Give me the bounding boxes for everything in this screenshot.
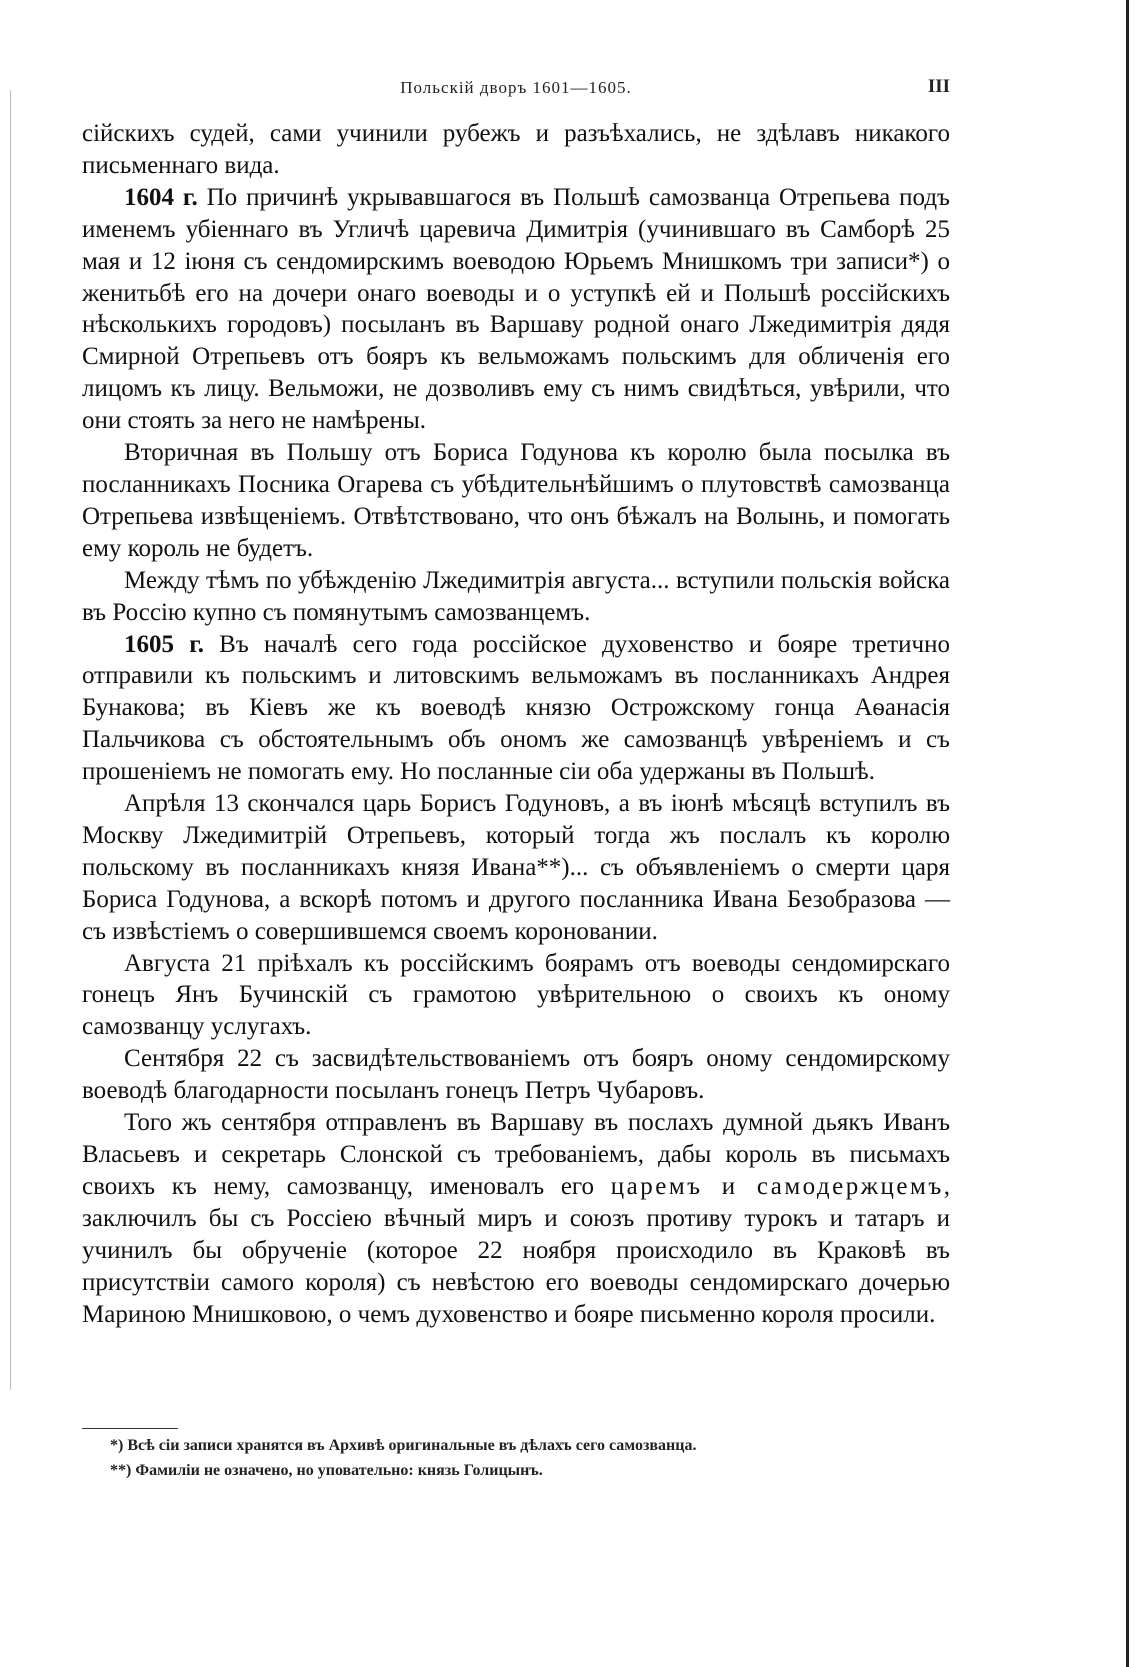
paragraph-1604 [82, 182, 950, 437]
paragraph-text: Того жъ сентября отправленъ въ Варшаву въ послахъ думной дьякъ Иванъ Власьевъ и секретарь Слонской съ требованіемъ, дабы король въ письмахъ своихъ къ нему, самозванцу, именовалъ его [82, 1109, 950, 1200]
paragraph-text: По причинѣ укрывавшагося въ Польшѣ самозванца Отрепьева подъ именемъ убіеннаго въ Угличѣ царевича Димитрія (учинившаго въ Самборѣ 25 мая и 12 іюня съ сендомирскимъ воеводою Юрьемъ Мнишкомъ три записи*) о женитьбѣ его на дочери онаго воеводы и о уступкѣ ей и Польшѣ россійскихъ нѣсколькихъ городовъ) посыланъ въ Варшаву родной онаго Лжедимитрія дядя Смирной Отрепьевъ отъ бояръ къ вельможамъ польскимъ для обличенія его лицомъ къ лицу. Вельможи, не дозволивъ ему съ нимъ свидѣться, увѣрили, что они стоять за него не намѣрены. [82, 183, 950, 435]
page-edge-line-right [1126, 0, 1129, 1667]
paragraph-august-21: Августа 21 пріѣхалъ къ россійскимъ боярамъ отъ воеводы сендомирскаго гонецъ Янъ Бучинскій съ грамотою увѣрительною о своихъ къ оному самозванцу услугахъ. [82, 949, 950, 1041]
footnotes [110, 1433, 950, 1483]
footnote-2: **) Фамиліи не означено, но уповательно: князь Голицынъ. [110, 1462, 543, 1479]
spaced-emphasis: царемъ и самодержцемъ [610, 1172, 944, 1200]
body-text [82, 118, 950, 1330]
footnote-1: *) Всѣ сіи записи хранятся въ Архивѣ оригинальные въ дѣлахъ сего самозванца. [110, 1437, 697, 1454]
paragraph-embassy-warsaw [82, 1107, 950, 1330]
paragraph-september-22: Сентября 22 съ засвидѣтельствованіемъ отъ бояръ оному сендомирскому воеводѣ благодарности посыланъ гонецъ Петръ Чубаровъ. [82, 1045, 950, 1105]
paragraph-april-13: Апрѣля 13 скончался царь Борисъ Годуновъ, а въ іюнѣ мѣсяцѣ вступилъ въ Москву Лжедимитрій Отрепьевъ, который тогда жъ послалъ къ королю польскому въ посланникахъ князя Ивана**)... съ объявленіемъ о смерти царя Бориса Годунова, а вскорѣ потомъ и другого посланника Ивана Безобразова — съ извѣстіемъ о совершившемся своемъ короновании. [82, 790, 950, 945]
paragraph-polish-troops: Между тѣмъ по убѣжденію Лжедимитрія августа... вступили польскія войска въ Россію купно съ помянутымъ самозванцемъ. [82, 566, 950, 626]
running-header [82, 78, 950, 106]
footnote-divider [82, 1428, 178, 1429]
paragraph-1605 [82, 629, 950, 789]
page-number: III [927, 76, 950, 97]
running-title: Польскій дворъ 1601—1605. [400, 78, 632, 97]
year-heading: 1604 г. [124, 183, 198, 211]
page-edge-shadow-left [10, 90, 11, 1390]
paragraph-text: Въ началѣ сего года россійское духовенство и бояре третично отправили къ польскимъ и литовскимъ вельможамъ въ посланникахъ Андрея Бунакова; въ Кіевъ же къ воеводѣ князю Острожскому гонца Аѳанасія Пальчикова съ обстоятельнымъ объ ономъ же самозванцѣ увѣреніемъ и съ прошеніемъ не помогать ему. Но посланные сіи оба удержаны въ Польшѣ. [82, 630, 950, 786]
paragraph-second-embassy: Вторичная въ Польшу отъ Бориса Годунова къ королю была посылка въ посланникахъ Посника Огарева съ убѣдительнѣйшимъ о плутовствѣ самозванца Отрепьева извѣщеніемъ. Отвѣтствовано, что онъ бѣжалъ на Волынь, и помогать ему король не будетъ. [82, 439, 950, 562]
paragraph-text: , заключилъ бы съ Россіею вѣчный миръ и союзъ противу турокъ и татаръ и учинилъ бы обрученіе (которое 22 ноября происходило въ Краковѣ въ присутствіи самого короля) съ невѣстою его воеводы сендомирскаго дочерью Мариною Мнишковою, о чемъ духовенство и бояре письменно короля просили. [82, 1172, 950, 1328]
paragraph-continuation: сійскихъ судей, сами учинили рубежъ и разъѣхались, не здѣлавъ никакого письменнаго вида. [82, 120, 950, 179]
year-heading: 1605 г. [124, 630, 204, 658]
